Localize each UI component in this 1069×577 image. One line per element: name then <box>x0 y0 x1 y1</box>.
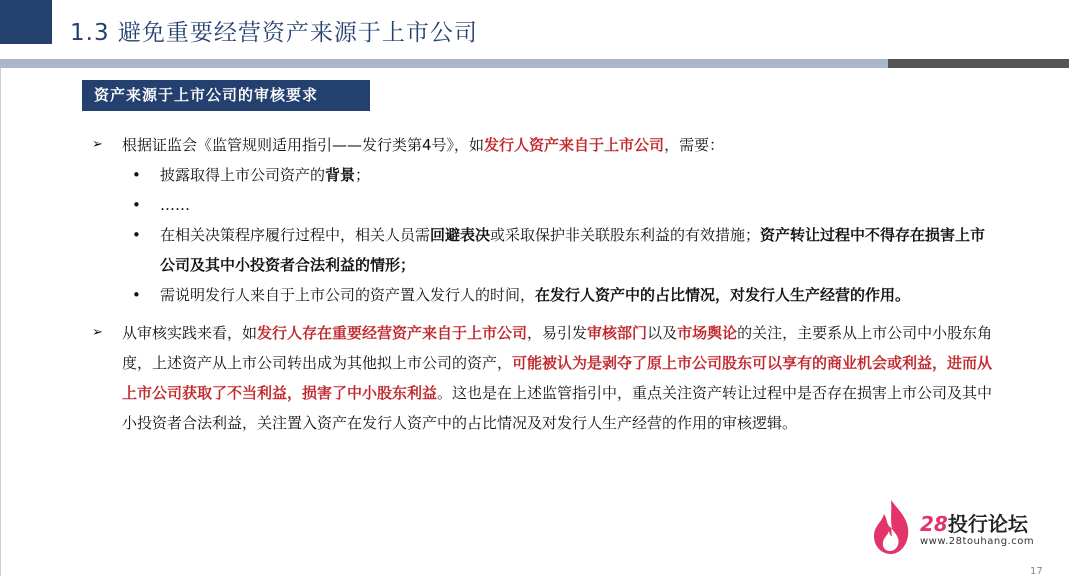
text: 。这也是在上述监管指引中，重点关注资产转让过程中是否存在损害上市公司及其中小投资者合法利益，关注置入资产在发行人资产中的占比情况及对发行人生产经营的作用的审核逻辑。 <box>122 384 993 432</box>
paragraph-guideline <box>92 130 997 160</box>
main-content <box>92 130 997 438</box>
list-item <box>92 160 997 190</box>
text: ，需要： <box>664 136 725 154</box>
text: 的关注，主要系从上市公司中小股东角度，上述资产从上市公司转出成为其他拟上市公司的资产， <box>122 324 993 372</box>
bold-text: 背景 <box>325 166 356 184</box>
flame-logo-icon <box>870 498 912 556</box>
text: 在相关决策程序履行过程中，相关人员需 <box>160 226 431 244</box>
section-label: 资产来源于上市公司的审核要求 <box>82 80 370 111</box>
bold-text: 资产转让过程中不得存在损害上市公司及其中小投资者合法利益的情形； <box>160 226 986 274</box>
spacer <box>92 310 997 318</box>
text: 或采取保护非关联股东利益的有效措施； <box>490 226 761 244</box>
highlight-text: 市场舆论 <box>677 324 738 342</box>
text: …… <box>160 196 190 214</box>
text: 根据证监会《监管规则适用指引——发行类第4号》，如 <box>122 136 485 154</box>
highlight-text: 可能被认为是剥夺了原上市公司股东可以享有的商业机会或利益，进而从上市公司获取了不当利益，损害了中小股东利益 <box>122 354 993 402</box>
paragraph-practice <box>92 318 997 438</box>
header-divider-dark <box>888 59 1069 68</box>
text: 披露取得上市公司资产的 <box>160 166 326 184</box>
logo-number: 28 <box>920 512 948 536</box>
highlight-text: 发行人资产来自于上市公司 <box>484 136 665 154</box>
bullet-dot-icon: • <box>132 196 141 214</box>
arrow-bullet-icon: ➢ <box>92 137 103 152</box>
list-item <box>92 220 997 280</box>
bullet-dot-icon: • <box>132 226 141 244</box>
arrow-bullet-icon: ➢ <box>92 325 103 340</box>
highlight-text: 发行人存在重要经营资产来自于上市公司 <box>257 324 528 342</box>
highlight-text: 审核部门 <box>587 324 648 342</box>
text: 需说明发行人来自于上市公司的资产置入发行人的时间， <box>160 286 536 304</box>
requirement-list <box>92 160 997 310</box>
page-number: 17 <box>1030 566 1043 577</box>
logo-title <box>920 508 1028 537</box>
list-item <box>92 280 997 310</box>
list-item <box>92 190 997 220</box>
header-accent-block <box>0 0 52 44</box>
bullet-dot-icon: • <box>132 166 141 184</box>
text: 以及 <box>647 324 678 342</box>
left-border-line <box>0 68 1 576</box>
bullet-dot-icon: • <box>132 286 141 304</box>
bold-text: 在发行人资产中的占比情况，对发行人生产经营的作用。 <box>535 286 911 304</box>
logo-name: 投行论坛 <box>947 512 1028 536</box>
logo-url: www.28touhang.com <box>920 536 1035 547</box>
text: ； <box>355 166 371 184</box>
brand-logo <box>870 498 1050 558</box>
text: ，易引发 <box>527 324 588 342</box>
text: 从审核实践来看，如 <box>122 324 258 342</box>
page-title: 1.3 避免重要经营资产来源于上市公司 <box>70 20 478 46</box>
bold-text: 回避表决 <box>430 226 491 244</box>
